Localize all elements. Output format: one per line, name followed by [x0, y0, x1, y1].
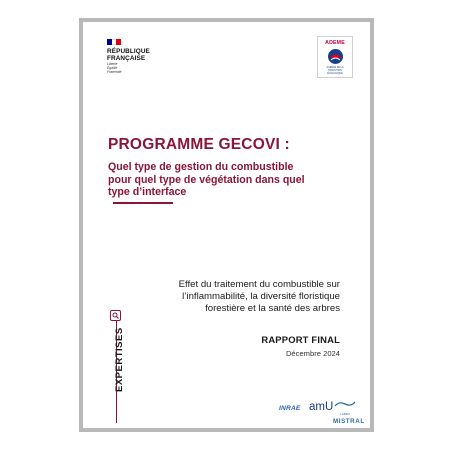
collection-label: EXPERTISES — [114, 327, 125, 392]
mistral-logo — [333, 395, 365, 425]
report-title: PROGRAMME GECOVI : — [108, 136, 290, 153]
ademe-emblem-icon — [327, 48, 344, 65]
mistral-name: MISTRAL — [333, 417, 365, 425]
title-divider — [113, 202, 173, 204]
subtitle-line: type d’interface — [108, 186, 187, 198]
subtitle-line: pour quel type de végétation dans quel — [108, 173, 305, 186]
motto-egalite: Égalité — [107, 66, 118, 70]
report-subtitle — [100, 161, 340, 199]
motto-fraternite: Fraternité — [107, 70, 122, 74]
title-block — [100, 136, 340, 199]
motto-liberte: Liberté — [107, 62, 118, 66]
partner-logos — [83, 394, 370, 425]
description-line: forestière et la santé des arbres — [205, 303, 340, 315]
republic-line-2: FRANÇAISE — [107, 55, 146, 62]
magnifier-icon — [110, 310, 121, 321]
subtitle-line: Quel type de gestion du combustible — [108, 161, 294, 173]
inrae-logo: INRAE — [279, 405, 301, 412]
ademe-tagline: AGENCE DE LA TRANSITION ÉCOLOGIQUE — [326, 67, 344, 75]
mistral-wave-icon — [333, 400, 357, 408]
republic-line-1: RÉPUBLIQUE — [107, 48, 150, 55]
report-description — [130, 279, 340, 316]
republique-francaise-logo — [107, 39, 187, 74]
report-cover — [79, 18, 374, 432]
report-type: RAPPORT FINAL — [261, 334, 340, 345]
mistral-label-top: LABEX — [340, 412, 350, 416]
report-date: Décembre 2024 — [285, 349, 340, 358]
french-flag-icon — [107, 39, 121, 45]
amu-text: amU — [309, 401, 334, 413]
description-line: l’inflammabilité, la diversité floristique — [182, 291, 340, 303]
ademe-name: ADEME — [325, 40, 345, 46]
amu-logo — [309, 401, 333, 413]
ademe-logo — [317, 36, 353, 78]
description-line: Effet du traitement du combustible sur — [178, 279, 340, 290]
